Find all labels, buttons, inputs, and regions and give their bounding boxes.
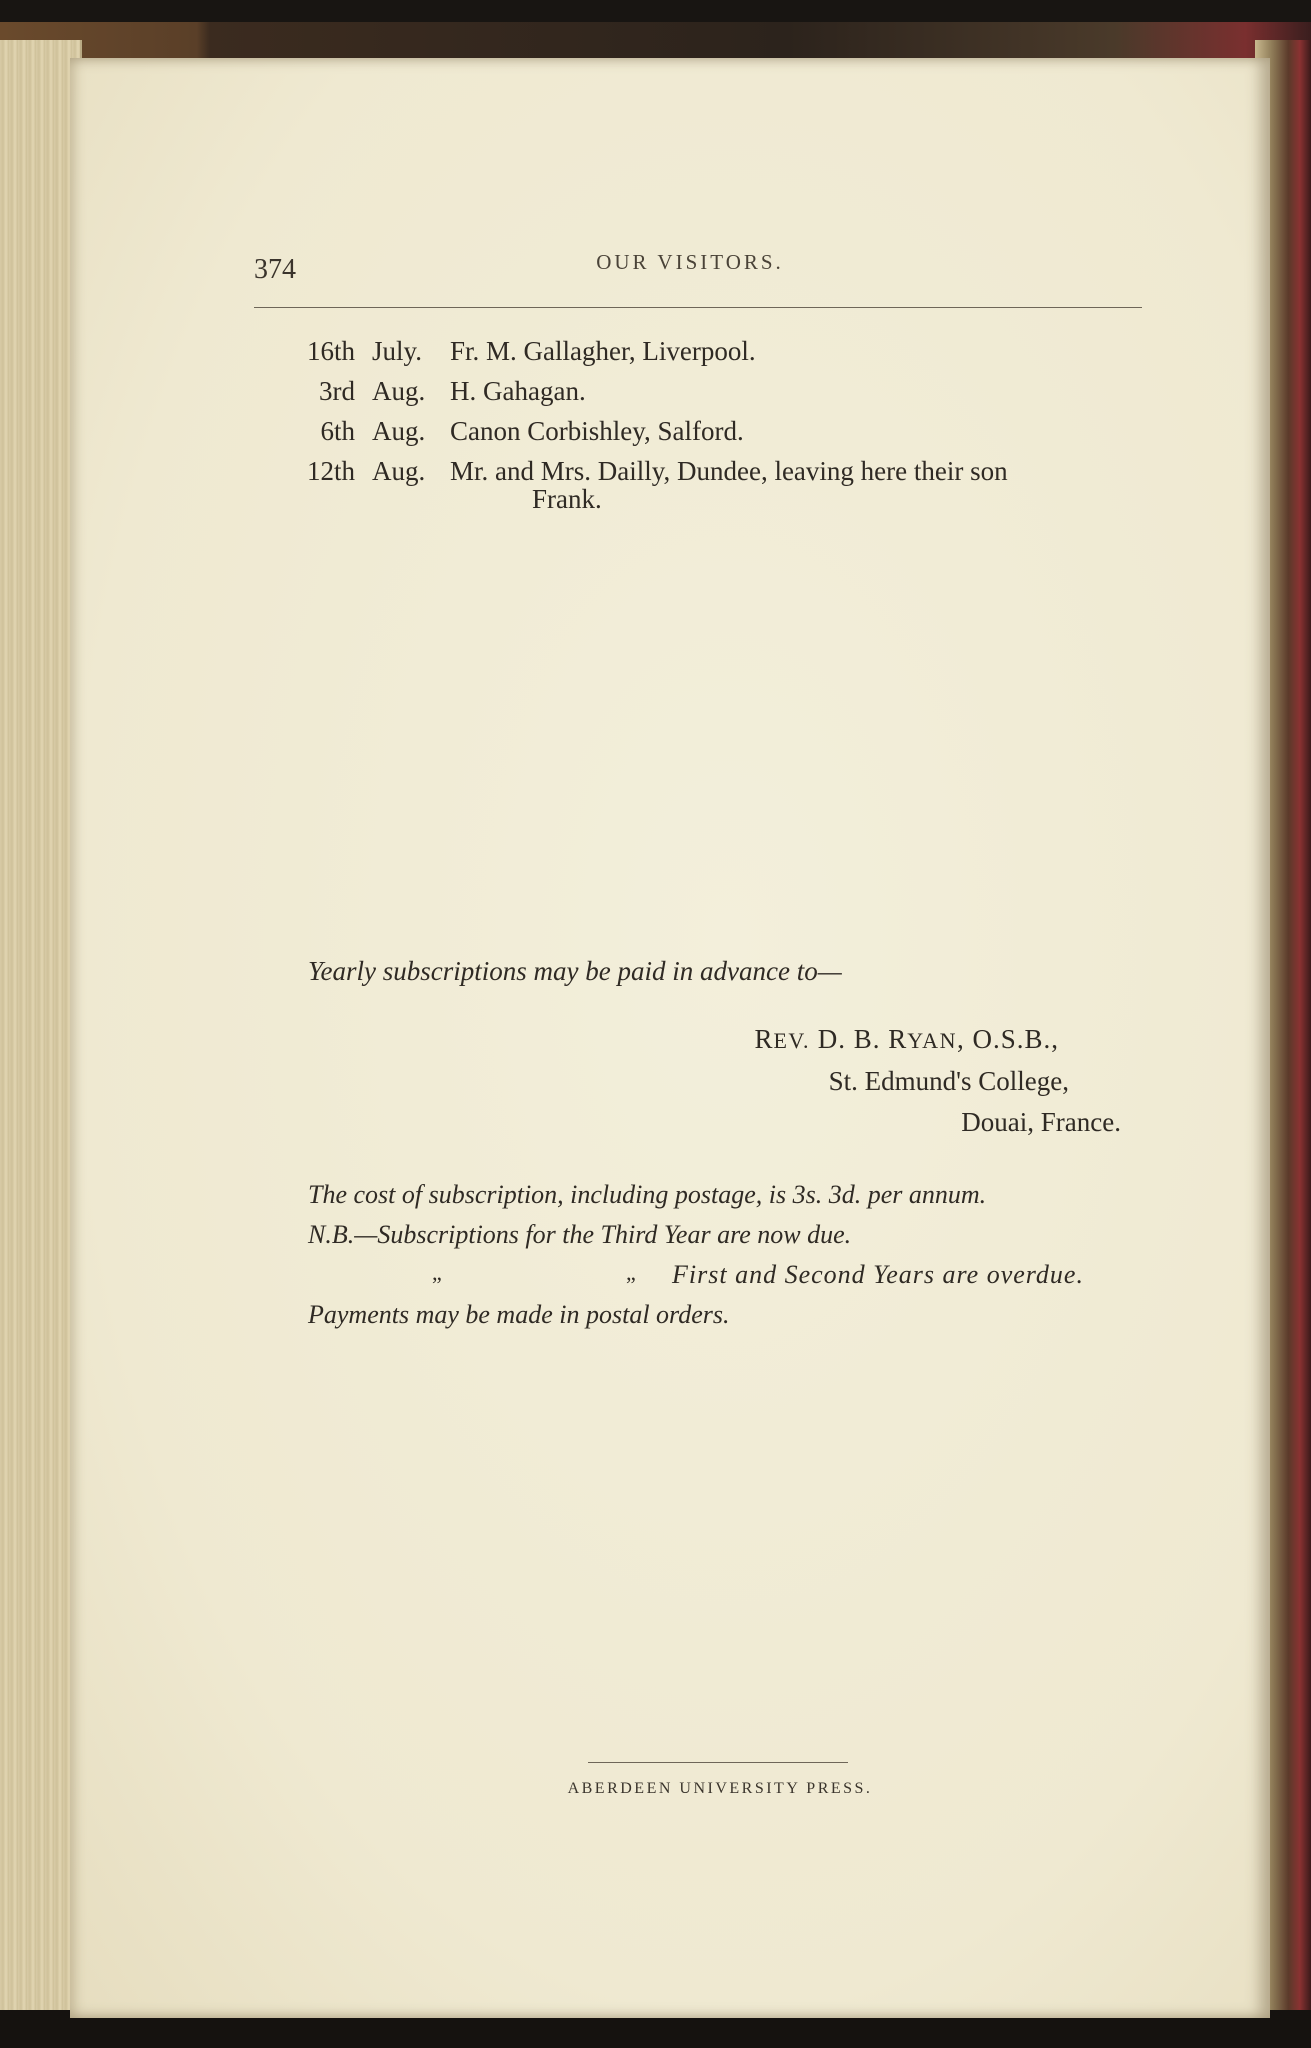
address-name-prefix: R (754, 1024, 774, 1054)
payments-note: Payments may be made in postal orders. (308, 1300, 730, 1329)
overdue-note (308, 1260, 1188, 1300)
printer-imprint: ABERDEEN UNIVERSITY PRESS. (567, 1780, 873, 1797)
cost-note: The cost of subscription, including postage, is 3s. 3d. per annum. (308, 1180, 987, 1209)
page-number: 374 (254, 254, 296, 285)
visitor-name: Canon Corbishley, Salford. (450, 416, 744, 446)
overdue-text: First and Second Years are overdue. (672, 1260, 1084, 1289)
visitor-month: Aug. (372, 416, 426, 446)
visitor-entry (290, 336, 1190, 376)
subscription-notes (308, 1180, 1188, 1340)
ditto-mark: „ (432, 1260, 442, 1285)
address-name-smallcaps: YAN (907, 1028, 957, 1053)
visitor-month: Aug. (372, 456, 426, 486)
visitor-continuation: Frank. (532, 484, 602, 514)
nb-note: N.B.—Subscriptions for the Third Year are now due. (308, 1220, 852, 1249)
visitor-date: 3rd (319, 376, 355, 406)
visitor-date: 16th (306, 336, 355, 366)
footer-rule (588, 1762, 848, 1763)
address-name-middle: D. B. R (809, 1024, 908, 1054)
visitor-month: Aug. (372, 376, 426, 406)
address-name-suffix: , O.S.B., (956, 1024, 1059, 1054)
address-town: Douai, France. (961, 1107, 1121, 1137)
ditto-mark: „ (626, 1260, 636, 1285)
visitor-list (290, 336, 1190, 514)
running-head: OUR VISITORS. (596, 250, 784, 274)
visitor-name: Fr. M. Gallagher, Liverpool. (450, 336, 756, 366)
visitor-date: 12th (306, 456, 355, 486)
header-rule (254, 307, 1142, 308)
book-top-edge (0, 22, 1311, 62)
visitor-date: 6th (320, 416, 355, 446)
subscription-intro: Yearly subscriptions may be paid in advance to— (308, 956, 842, 986)
visitor-entry (290, 376, 1190, 416)
visitor-entry (290, 456, 1190, 496)
address-college: St. Edmund's College, (828, 1066, 1069, 1096)
visitor-entry (290, 416, 1190, 456)
visitor-name: H. Gahagan. (450, 376, 586, 406)
address-name (754, 1024, 1059, 1055)
address-name-smallcaps: EV. (773, 1028, 810, 1053)
visitor-name: Mr. and Mrs. Dailly, Dundee, leaving here their son (450, 456, 1008, 486)
visitor-month: July. (372, 336, 423, 366)
